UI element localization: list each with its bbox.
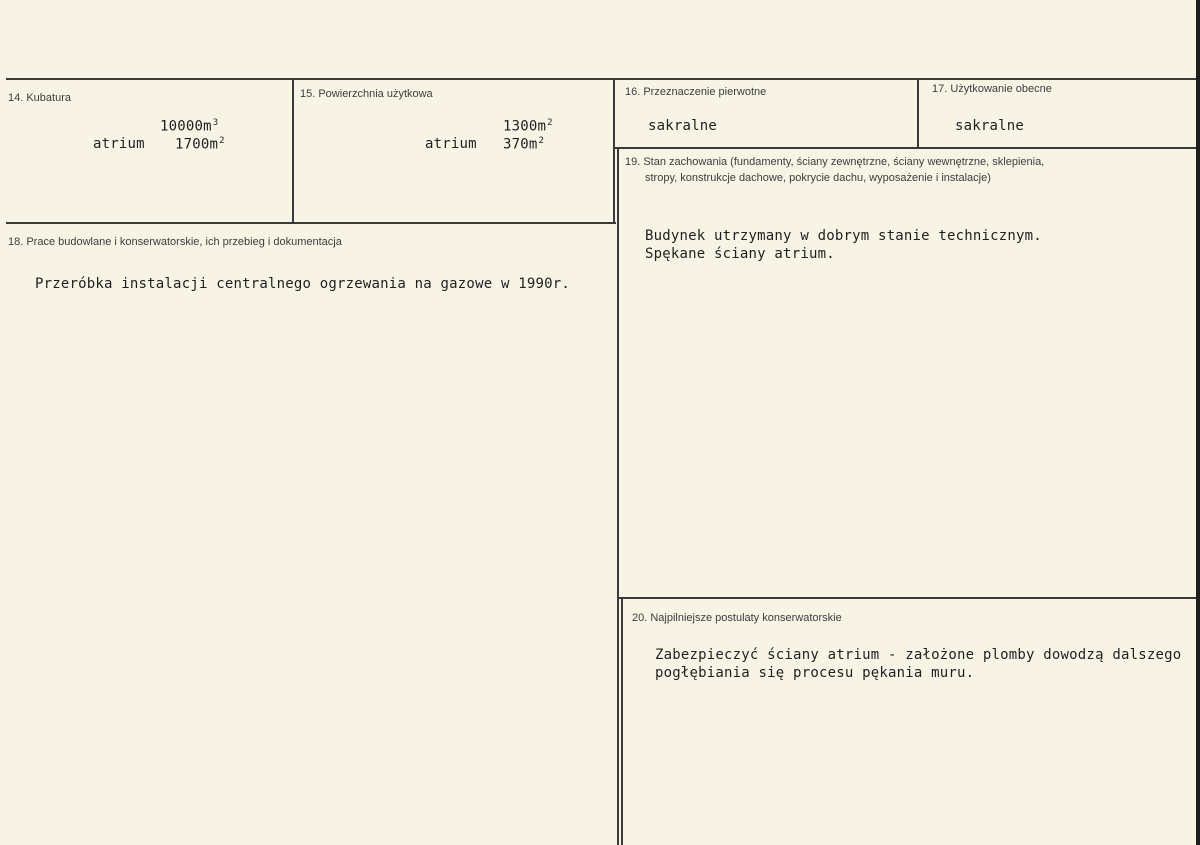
stan-text-line1: Budynek utrzymany w dobrym stanie technicznym. xyxy=(645,228,1042,244)
postulaty-text-line2: pogłębiania się procesu pękania muru. xyxy=(655,665,975,681)
przeznaczenie-label: 16. Przeznaczenie pierwotne xyxy=(625,86,767,98)
divider-14-15 xyxy=(292,80,294,222)
kubatura-main-unit: 3 xyxy=(212,118,219,128)
powierzchnia-main-number: 1300m xyxy=(503,118,547,135)
postulaty-text-line1: Zabezpieczyć ściany atrium - założone plomby dowodzą dalszego xyxy=(655,647,1182,663)
kubatura-main-number: 10000m xyxy=(160,118,212,135)
stan-label-line1: 19. Stan zachowania (fundamenty, ściany zewnętrzne, ściany wewnętrzne, sklepienia, xyxy=(625,156,1045,168)
kubatura-atrium-value xyxy=(175,136,225,153)
divider-16-17 xyxy=(917,78,919,148)
page-edge xyxy=(1196,0,1200,845)
powierzchnia-main-unit: 2 xyxy=(547,118,553,128)
kubatura-atrium-unit: 2 xyxy=(219,136,225,146)
rule-under-14-15 xyxy=(6,222,616,224)
powierzchnia-atrium-unit: 2 xyxy=(538,136,545,146)
powierzchnia-atrium-number: 370m xyxy=(503,136,538,153)
powierzchnia-label: 15. Powierzchnia użytkowa xyxy=(300,88,433,100)
divider-field-20 xyxy=(621,598,623,845)
kubatura-label: 14. Kubatura xyxy=(8,92,71,104)
postulaty-label: 20. Najpilniejsze postulaty konserwatorskie xyxy=(632,612,842,624)
stan-text-line2: Spękane ściany atrium. xyxy=(645,246,835,262)
prace-text: Przeróbka instalacji centralnego ogrzewania na gazowe w 1990r. xyxy=(35,276,570,292)
rule-under-16-17 xyxy=(613,147,1196,149)
przeznaczenie-value: sakralne xyxy=(648,118,718,134)
powierzchnia-main-value xyxy=(503,118,553,135)
kubatura-atrium-number: 1700m xyxy=(175,136,219,153)
stan-label-line2: stropy, konstrukcje dachowe, pokrycie dachu, wyposażenie i instalacje) xyxy=(645,172,991,184)
top-rule xyxy=(6,78,1196,80)
kubatura-atrium-label: atrium xyxy=(93,136,145,152)
powierzchnia-atrium-value xyxy=(503,136,544,153)
divider-15-16 xyxy=(613,78,615,223)
kubatura-main-value xyxy=(160,118,218,135)
powierzchnia-atrium-label: atrium xyxy=(425,136,477,152)
uzytkowanie-label: 17. Użytkowanie obecne xyxy=(932,83,1052,95)
rule-under-19 xyxy=(617,597,1196,599)
divider-left-right xyxy=(617,148,619,845)
uzytkowanie-value: sakralne xyxy=(955,118,1025,134)
prace-label: 18. Prace budowlane i konserwatorskie, ich przebieg i dokumentacja xyxy=(8,236,342,248)
